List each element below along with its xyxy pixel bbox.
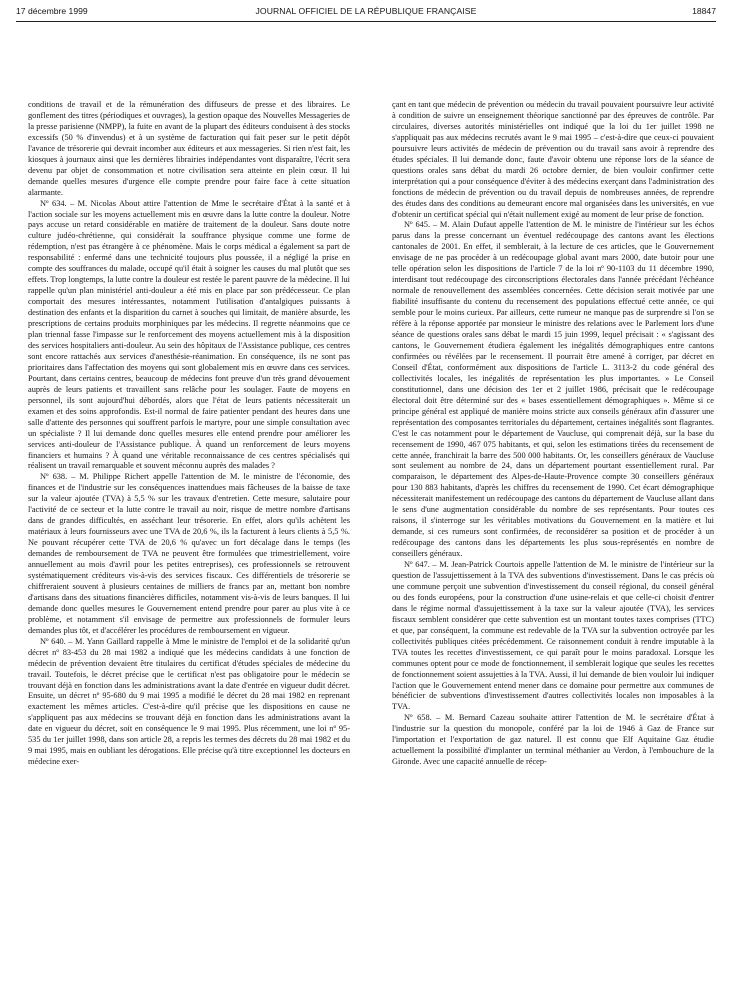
left-column [28,100,350,984]
question-634: Nº 634. – M. Nicolas About attire l'attention de Mme le secrétaire d'État à la santé et à l'action sociale sur les moyens actuellement mis en œuvre dans la lutte contre la douleur. Notre pays accuse un retard considérable en matière de traitement de la douleur. Sans doute notre culture judéo-chrétienne, qui considérait la souffrance physique comme une forme de rédemption, n'est pas étrangère à ce phénomène. Mais le corps médical a également sa part de responsabilité : enfermé dans une technicité toujours plus poussée, il a négligé la prise en compte des souffrances du malade, occupé qu'il était à soigner les causes du mal plutôt que ses effets. Trop longtemps, la lutte contre la douleur est restée le parent pauvre de la médecine. Il lui rappelle qu'un plan ministériel anti-douleur a été mis en place par son prédécesseur. Ce plan comportait des mesures intéressantes, notamment l'utilisation d'antalgiques puissants à destination des enfants et la disparition du carnet à souches qui limitait, de manière absurde, les prescriptions de certains produits morphiniques par les médecins. Il regrette néanmoins que ce plan triennal fasse l'impasse sur le renforcement des moyens actuellement mis à la disposition des services hospitaliers anti-douleur. Au sein des hôpitaux de l'Assistance publique, ces centres sont encore rattachés aux services d'anesthésie-réanimation. En conséquence, ils ne sont pas prioritaires dans l'affectation des moyens qui sont globalement mis en œuvre dans ces services. Pourtant, dans certains centres, beaucoup de médecins font preuve d'un très grand dévouement auprès de leurs patients et travaillent sans relâche pour les soulager. Faute de moyens en personnel, ils sont aujourd'hui débordés, alors que l'état de leurs patients nécessiterait un examen et des soins approfondis. Est-il normal de faire patienter pendant des heures dans une salle d'attente des personnes qui souffrent parfois le martyre, pour une simple consultation avec un spécialiste ? Il lui demande donc quelles mesures elle entend prendre pour améliorer les services anti-douleur de l'Assistance publique. À quand un renforcement de leurs moyens financiers et humains ? À quand une véritable reconnaissance de ces centres spécialisés qui réalisent un travail remarquable et souvent méconnu auprès des malades ? [28,198,350,471]
question-658: Nº 658. – M. Bernard Cazeau souhaite attirer l'attention de M. le secrétaire d'État à l'industrie sur la question du monopole, conféré par la loi de 1946 à Gaz de France sur l'importation et l'exportation de gaz naturel. Il est connu que Elf Aquitaine Gaz étudie actuellement la possibilité d'implanter un terminal méthanier au Verdon, à l'embouchure de la Gironde. Avec une capacité annuelle de récep- [392,713,714,767]
header-date: 17 décembre 1999 [16,6,88,16]
header-page-number: 18847 [692,6,716,16]
paragraph-continuation: conditions de travail et de la rémunération des diffuseurs de presse et des libraires. Le gonflement des titres (périodiques et ouvrages), la gestion opaque des Nouvelles Messageries de la presse parisienne (NMPP), la fuite en avant de la plupart des éditeurs conduisent à des stocks excessifs (50 % d'invendus) et à un système de facturation qui fait peser sur le petit dépôt l'avance de trésorerie qui devrait incomber aux éditeurs et aux messageries. Si rien n'est fait, les kiosques à journaux ainsi que les dernières librairies indépendantes vont disparaître, l'écrit sera devenu par objet de consommation et notre civilisation sera atteinte en plein cœur. Il lui demande quelles mesures d'urgence elle compte prendre pour faire face à cette situation alarmante. [28,100,350,197]
right-column [392,100,714,984]
page-header [16,6,716,22]
header-title: JOURNAL OFFICIEL DE LA RÉPUBLIQUE FRANÇAISE [255,6,477,16]
header-rule [16,21,716,22]
paragraph-continuation: çant en tant que médecin de prévention ou médecin du travail pouvaient poursuivre leur activité à condition de suivre un enseignement théorique sanctionné par des épreuves de contrôle. Par circulaires, diverses autorités ministérielles ont indiqué que la loi du 1er juillet 1998 ne s'appliquait pas aux médecins recrutés avant le 9 mai 1995 – c'est-à-dire que ceux-ci pouvaient poursuivre leurs activités de médecin de prévention ou du travail sans avoir à reprendre des études spéciales. Il lui demande donc, faute d'avoir obtenu une réponse lors de la séance de questions orales sans débat du mardi 26 octobre dernier, de bien vouloir confirmer cette interprétation qui a pour conséquence d'éviter à des médecins exerçant dans l'administration des fonctions de médecin de prévention ou du travail depuis de nombreuses années, de reprendre des études dans des conditions au demeurant encore mal organisées dans les universités, en vue d'obtenir un certificat spécial qui n'était nullement exigé au moment de leur prise de fonction. [392,100,714,219]
question-647: Nº 647. – M. Jean-Patrick Courtois appelle l'attention de M. le ministre de l'intérieur sur la question de l'assujettissement à la TVA des subventions d'investissement. Dans le cas précis où une commune perçoit une subvention d'investissement du conseil régional, du conseil général ou des fonds européens, pour la construction d'une usine-relais et que celle-ci choisit d'entrer dans le régime normal d'assujettissement à la taxe sur la valeur ajoutée (TVA), les services fiscaux semblent considérer que cette subvention est un montant toutes taxes comprises (TTC) et que, par conséquent, la commune est redevable de la TVA sur la subvention octroyée par les collectivités publiques citées précédemment. Ce raisonnement conduit à rendre imputable à la TVA toutes les recettes d'investissement, ce qui paraît pour le moins paradoxal. Lorsque les communes optent pour ce mode de fonctionnement, il semblerait logique que seules les recettes de fonctionnement soient assujetties à la TVA. Aussi, il lui demande de bien vouloir lui indiquer l'action que le Gouvernement entend mener dans ce domaine pour permettre aux communes de bénéficier de subventions d'investissement d'autres collectivités locales non imposables à la TVA. [392,560,714,712]
question-640: Nº 640. – M. Yann Gaillard rappelle à Mme le ministre de l'emploi et de la solidarité qu'un décret nº 83-453 du 28 mai 1982 a indiqué que les médecins candidats à une fonction de médecin de prévention devaient être titulaires du certificat d'études spéciales de médecine du travail. Toutefois, le décret précise que le certificat n'est pas obligatoire pour le médecin se trouvant déjà en fonction dans les administrations avant la date d'entrée en vigueur dudit décret. Ensuite, un décret nº 95-680 du 9 mai 1995 a modifié le décret du 28 mai 1982 en reprenant exactement les mêmes articles. C'est-à-dire qu'il précise que les dispositions en cause ne s'appliquent pas aux médecins se trouvant déjà en fonction dans les administrations avant la date en vigueur du décret, soit en conséquence le 9 mai 1995. Plus récemment, une loi nº 95-535 du 1er juillet 1998, dans son article 28, a repris les termes des décrets du 28 mai 1982 et du 9 mai 1995, mais en oubliant les dérogations. Elle précise qu'à titre exceptionnel les docteurs en médecine exer- [28,636,350,767]
question-638: Nº 638. – M. Philippe Richert appelle l'attention de M. le ministre de l'économie, des finances et de l'industrie sur les conséquences inattendues mais fâcheuses de la baisse de taxe sur la valeur ajoutée (TVA) à 5,5 % sur les travaux d'entretien. Cette mesure, salutaire pour l'activité de ce secteur et la lutte contre le travail au noir, risque de mettre nombre d'artisans dans de grandes difficultés, en asséchant leur trésorerie. En effet, alors qu'ils achètent les matériaux à leurs fournisseurs avec une TVA de 20,6 %, ils la facturent à leurs clients à 5,5 %. Ne pouvant récupérer cette TVA de 20,6 % qu'avec un fort décalage dans le temps (les demandes de remboursement de TVA ne peuvent être formulées que trimestriellement, voire annuellement au mois d'avril pour les petites entreprises), ces professionnels se retrouvent systématiquement créditeurs vis-à-vis des services fiscaux. Ces différentiels de trésorerie se chiffreraient souvent à plusieurs centaines de milliers de francs par an, mettant bon nombre d'artisans dans des situations financières difficiles, notamment vis-à-vis de leurs banques. Il lui demande donc quelles mesures le Gouvernement entend prendre pour parer au plus vite à ce problème, et notamment s'il envisage de permettre aux professionnels de formuler leurs demandes plus tôt, et d'accélérer les procédures de remboursement en vigueur. [28,472,350,635]
question-645: Nº 645. – M. Alain Dufaut appelle l'attention de M. le ministre de l'intérieur sur les échos parus dans la presse concernant un éventuel redécoupage des cantons avant les élections cantonales de 2001. En effet, il semblerait, à la lecture de ces articles, que le Gouvernement envisage de ne pas procéder à un redécoupage global avant mars 2000, date butoir pour une telle opération selon les dispositions de l'article 7 de la loi nº 90-1103 du 11 décembre 1990, interdisant tout redécoupage des circonscriptions électorales dans l'année précédant l'échéance normale de renouvellement des assemblées concernées. Cette décision serait motivée par une fiabilité insuffisante du contenu du recensement des populations effectué cette année, ce qui semble pour le moins curieux. Par ailleurs, cette rumeur ne manque pas de surprendre si l'on se réfère à la réponse apportée par monsieur le ministre des relations avec le Parlement lors d'une séance de questions orales sans débat le mardi 15 juin 1999, lequel précisait : « s'agissant des cantons, le Gouvernement étudiera également les inégalités démographiques entre cantons confirmées ou révélées par le recensement. Il pourrait être amené à corriger, par décret en Conseil d'État, conformément aux dispositions de l'article L. 3113-2 du code général des collectivités locales, les inégalités de représentation les plus importantes. » Le Conseil constitutionnel, dans une décision des 1er et 2 juillet 1986, précisait que le redécoupage électoral doit être déterminé sur des « bases essentiellement démographiques ». Même si ce principe général est appliqué de manière moins stricte aux conseils généraux afin d'assurer une représentation des composantes territoriales du département, certaines inégalités sont flagrantes. C'est le cas notamment pour le département de Vaucluse, qui comprenait déjà, sur la base du recensement de 1990, 467 075 habitants, et qui, selon les estimations tirées du recensement de cette année, franchirait la barre des 500 000 habitants. Or, les conseillers généraux de Vaucluse sont seulement au nombre de 24, dans un département pourtant essentiellement rural. Par comparaison, le département des Alpes-de-Haute-Provence compte 30 conseillers généraux pour 130 883 habitants, d'après les chiffres du recensement de 1990. Cet écart démographique nécessiterait manifestement un redécoupage des cantons du département de Vaucluse allant dans le sens d'une augmentation considérable du nombre de ses représentants. Pour toutes ces raisons, il s'interroge sur les véritables motivations du Gouvernement en la matière et lui demande, si ces rumeurs sont confirmées, de reconsidérer sa position et de procéder à un redécoupage des cantons dans les départements les plus sous-représentés en nombre de conseillers généraux. [392,220,714,559]
